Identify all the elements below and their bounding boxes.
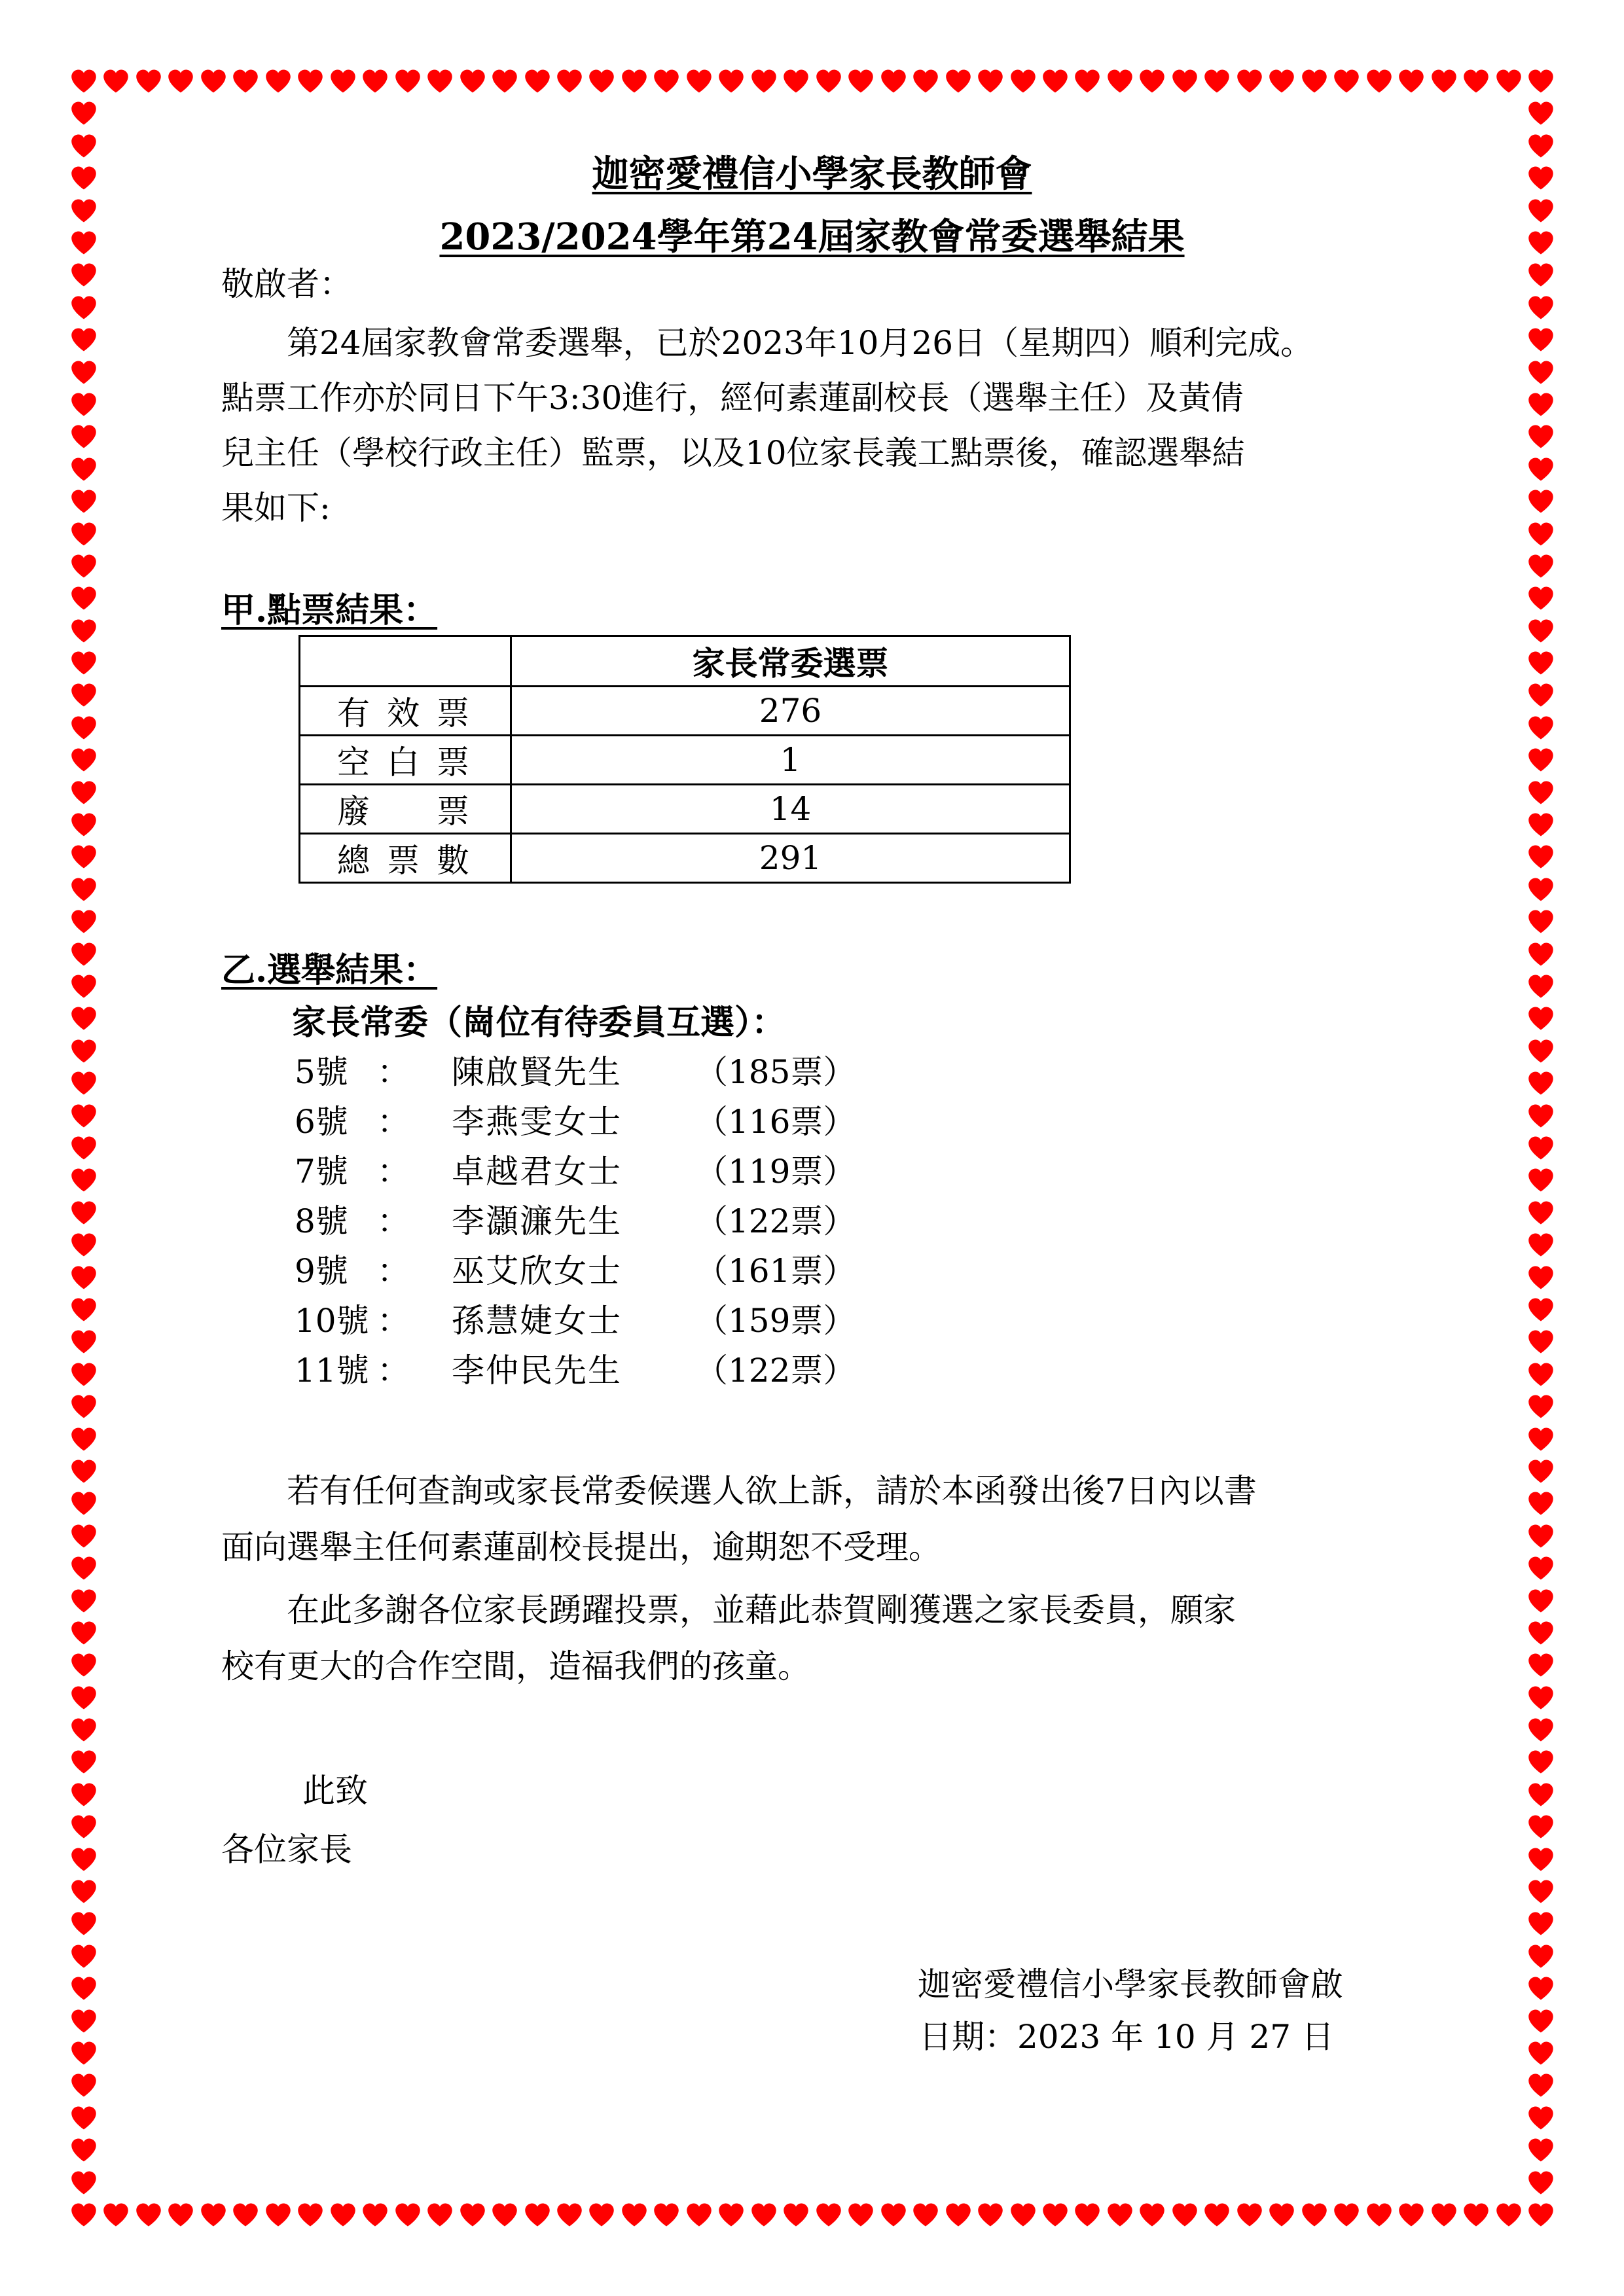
heart-icon [1528,1490,1554,1516]
heart-icon [1528,2170,1554,2196]
heart-icon [71,2137,97,2163]
heart-icon [1528,682,1554,708]
heart-icon [653,68,679,94]
heart-icon [1528,1943,1554,1969]
heart-icon [1431,2202,1457,2228]
heart-icon [1528,2137,1554,2163]
intro-line-1: 第24屆家教會常委選舉，已於2023年10月26日（星期四）順利完成。 [221,324,1314,362]
sign-off-line-2: 各位家長 [221,1831,352,1869]
heart-icon [135,68,162,94]
heart-icon [1528,423,1554,450]
heart-icon [1074,68,1100,94]
heart-icon [621,68,647,94]
heart-icon [653,2202,679,2228]
candidate-number: 5號 [295,1053,348,1091]
candidate-row [295,1145,949,1195]
table-corner-cell [300,636,511,687]
heart-icon [71,1329,97,1355]
heart-icon [588,2202,615,2228]
heart-icon [71,1685,97,1711]
row-value: 276 [511,687,1070,736]
heart-icon [71,1361,97,1388]
heart-icon [556,68,583,94]
heart-icon [362,2202,388,2228]
heart-icon [1528,1910,1554,1937]
heart-icon [880,2202,907,2228]
heart-icon [1528,1038,1554,1064]
heart-icon [135,2202,162,2228]
heart-icon [1463,68,1489,94]
heart-icon [395,2202,421,2228]
heart-icon [783,68,809,94]
section-b-heading: 乙.選舉結果： [221,950,438,990]
heart-icon [103,2202,129,2228]
heart-icon [1204,68,1230,94]
heart-icon [71,521,97,547]
heart-icon [945,2202,971,2228]
heart-icon [1528,1555,1554,1581]
heart-icon [71,553,97,579]
heart-icon [1204,2202,1230,2228]
heart-icon [71,1846,97,1873]
candidate-name: 孫慧婕女士 [452,1302,622,1340]
heart-icon [71,585,97,611]
candidate-colon: ： [377,1202,410,1240]
heart-icon [1010,2202,1036,2228]
heart-icon [395,68,421,94]
heart-icon [1528,262,1554,288]
heart-icon [1528,359,1554,386]
candidate-number: 9號 [295,1252,348,1290]
heart-icon [71,1200,97,1226]
heart-icon [71,780,97,806]
heart-icon [71,1458,97,1484]
row-value: 1 [511,736,1070,785]
heart-icon [1236,68,1263,94]
heart-icon [977,68,1003,94]
heart-icon [71,1523,97,1549]
heart-icon [232,2202,259,2228]
heart-icon [1528,1878,1554,1905]
heart-icon [1528,521,1554,547]
heart-icon [1398,68,1424,94]
heart-icon [1528,1200,1554,1226]
heart-icon [71,2040,97,2066]
heart-icon [977,2202,1003,2228]
heart-icon [1528,1458,1554,1484]
heart-icon [912,68,939,94]
candidate-colon: ： [377,1252,410,1290]
heart-icon [1366,2202,1392,2228]
heart-icon [621,2202,647,2228]
row-label: 空白票 [300,736,511,785]
heart-icon [783,2202,809,2228]
table-header-row [300,636,1070,687]
candidate-row [295,1096,949,1145]
candidate-row [295,1344,949,1394]
heart-icon [1172,2202,1198,2228]
heart-icon [492,2202,518,2228]
heart-icon [71,1555,97,1581]
intro-line-4: 果如下: [221,489,331,527]
heart-icon [1528,650,1554,676]
heart-icon [71,1167,97,1193]
heart-icon [71,650,97,676]
heart-icon [71,1717,97,1743]
heart-icon [71,68,97,94]
heart-icon [71,1878,97,1905]
candidate-row [295,1295,949,1344]
candidate-colon: ： [377,1153,410,1191]
heart-icon [71,618,97,644]
heart-icon [1528,553,1554,579]
row-label: 廢 票 [300,785,511,834]
candidate-number: 7號 [295,1153,348,1191]
document-subtitle: 2023/2024學年第24屆家教會常委選舉結果 [439,215,1185,259]
heart-icon [1528,488,1554,514]
candidate-number: 10號 [295,1302,369,1340]
heart-icon [1528,844,1554,870]
heart-icon [1010,68,1036,94]
heart-icon [1528,715,1554,741]
heart-icon [1528,1975,1554,2001]
heart-icon [1139,2202,1165,2228]
heart-icon [71,1297,97,1323]
heart-icon [71,1975,97,2001]
heart-icon [71,2072,97,2098]
heart-icon [1528,941,1554,967]
signature-date: 日期：2023 年 10 月 27 日 [919,2018,1334,2056]
heart-icon [1528,2105,1554,2131]
candidate-name: 陳啟賢先生 [452,1053,622,1091]
heart-icon [71,1814,97,1840]
heart-icon [686,2202,712,2228]
candidate-votes: （122票） [695,1202,856,1240]
heart-icon [71,327,97,353]
heart-icon [718,2202,744,2228]
heart-icon [1528,1361,1554,1388]
heart-icon [1074,2202,1100,2228]
heart-icon [330,2202,356,2228]
heart-icon [1528,585,1554,611]
heart-icon [1528,1426,1554,1452]
heart-icon [1528,327,1554,353]
heart-icon [848,68,874,94]
heart-icon [71,973,97,999]
heart-icon [71,1393,97,1420]
heart-icon [200,2202,226,2228]
heart-icon [460,68,486,94]
heart-icon [1528,2040,1554,2066]
candidate-row [295,1195,949,1245]
heart-icon [168,68,194,94]
signature-organization: 迦密愛禮信小學家長教師會啟 [918,1965,1343,2003]
heart-icon [1528,876,1554,903]
heart-icon [71,876,97,903]
heart-icon [1528,1297,1554,1323]
heart-icon [718,68,744,94]
heart-icon [71,100,97,126]
heart-icon [686,68,712,94]
candidate-votes: （116票） [695,1103,856,1141]
closing-line-2: 面向選舉主任何素蓮副校長提出，逾期恕不受理。 [221,1528,941,1566]
heart-icon [71,1588,97,1614]
heart-icon [71,812,97,838]
heart-icon [816,68,842,94]
heart-icon [1528,1685,1554,1711]
heart-icon [71,1232,97,1258]
heart-icon [1107,2202,1133,2228]
heart-icon [71,1265,97,1291]
heart-icon [1528,1523,1554,1549]
candidate-colon: ： [377,1352,410,1390]
heart-icon [1528,1070,1554,1096]
heart-icon [1528,780,1554,806]
section-a-heading: 甲.點票結果： [221,590,438,630]
heart-icon [1463,2202,1489,2228]
heart-icon [751,68,777,94]
heart-icon [1528,1329,1554,1355]
heart-icon [1301,2202,1327,2228]
heart-icon [1398,2202,1424,2228]
candidate-votes: （161票） [695,1252,856,1290]
heart-icon [1528,812,1554,838]
heart-icon [1269,68,1295,94]
heart-icon [1528,2202,1554,2228]
heart-icon [232,68,259,94]
candidate-number: 8號 [295,1202,348,1240]
heart-icon [71,456,97,482]
heart-icon [1333,68,1360,94]
heart-icon [297,68,323,94]
heart-icon [71,1070,97,1096]
heart-icon [362,68,388,94]
heart-icon [816,2202,842,2228]
vote-count-table [298,635,1071,884]
heart-icon [1528,68,1554,94]
row-value: 291 [511,834,1070,883]
heart-icon [1528,1814,1554,1840]
candidate-row [295,1046,949,1096]
heart-icon [71,359,97,386]
candidate-row [295,1245,949,1295]
candidate-votes: （122票） [695,1352,856,1390]
heart-icon [751,2202,777,2228]
heart-icon [1139,68,1165,94]
candidate-number: 6號 [295,1103,348,1141]
heart-icon [1528,1232,1554,1258]
heart-icon [524,68,550,94]
candidate-number: 11號 [295,1352,369,1390]
heart-icon [1528,456,1554,482]
table-row [300,687,1070,736]
row-label: 有效票 [300,687,511,736]
heart-icon [1172,68,1198,94]
heart-icon [848,2202,874,2228]
heart-icon [71,2202,97,2228]
heart-icon [1042,2202,1068,2228]
heart-icon [71,1749,97,1775]
heart-icon [71,1652,97,1678]
sign-off-line-1: 此致 [302,1772,368,1810]
heart-icon [265,68,291,94]
heart-icon [880,68,907,94]
heart-icon [1042,68,1068,94]
intro-line-2: 點票工作亦於同日下午3:30進行，經何素蓮副校長（選舉主任）及黃倩 [221,379,1244,417]
table-row [300,785,1070,834]
heart-icon [1366,68,1392,94]
candidate-colon: ： [377,1103,410,1141]
section-b-subheading: 家長常委（崗位有待委員互選）： [292,1003,786,1043]
closing-line-3: 在此多謝各位家長踴躍投票，並藉此恭賀剛獲選之家長委員，願家 [221,1591,1236,1629]
heart-icon [71,1782,97,1808]
heart-icon [71,682,97,708]
heart-icon [1528,1393,1554,1420]
heart-icon [1528,1749,1554,1775]
heart-icon [1528,1265,1554,1291]
candidate-colon: ： [377,1302,410,1340]
heart-icon [1528,1103,1554,1129]
row-label: 總票數 [300,834,511,883]
row-value: 14 [511,785,1070,834]
heart-icon [71,1103,97,1129]
heart-icon [1528,618,1554,644]
heart-icon [1528,1620,1554,1646]
heart-icon [71,715,97,741]
heart-icon [1528,747,1554,773]
heart-icon [71,2170,97,2196]
heart-icon [1528,1782,1554,1808]
heart-icon [71,391,97,418]
closing-line-1: 若有任何查詢或家長常委候選人欲上訴，請於本函發出後7日內以書 [221,1472,1257,1510]
heart-icon [1528,2072,1554,2098]
heart-icon [1528,391,1554,418]
heart-icon [1528,2008,1554,2034]
heart-icon [1528,908,1554,935]
heart-icon [1528,1167,1554,1193]
heart-icon [200,68,226,94]
table-row [300,834,1070,883]
heart-icon [1528,1135,1554,1161]
heart-icon [524,2202,550,2228]
heart-icon [460,2202,486,2228]
heart-icon [71,1943,97,1969]
heart-icon [1528,1005,1554,1031]
heart-icon [71,1135,97,1161]
heart-icon [1431,68,1457,94]
heart-icon [71,908,97,935]
heart-icon [71,2008,97,2034]
heart-icon [71,747,97,773]
heart-icon [71,941,97,967]
candidate-name: 李燕雯女士 [452,1103,622,1141]
heart-icon [1528,295,1554,321]
heart-icon [71,488,97,514]
heart-icon [1528,973,1554,999]
heart-icon [71,1005,97,1031]
heart-icon [556,2202,583,2228]
candidate-colon: ： [377,1053,410,1091]
heart-icon [588,68,615,94]
heart-icon [1107,68,1133,94]
heart-icon [1496,2202,1522,2228]
heart-icon [1236,2202,1263,2228]
candidate-name: 巫艾欣女士 [452,1252,622,1290]
heart-icon [71,423,97,450]
heart-icon [71,295,97,321]
heart-icon [71,1620,97,1646]
intro-line-3: 兒主任（學校行政主任）監票，以及10位家長義工點票後，確認選舉結 [221,434,1245,472]
heart-icon [71,262,97,288]
heart-icon [1528,100,1554,126]
heart-icon [168,2202,194,2228]
heart-icon [1333,2202,1360,2228]
heart-icon [1528,1588,1554,1614]
candidate-votes: （159票） [695,1302,856,1340]
heart-icon [912,2202,939,2228]
heart-icon [71,1426,97,1452]
salutation: 敬啟者： [221,265,352,303]
candidate-name: 李灝濂先生 [452,1202,622,1240]
candidate-votes: （119票） [695,1153,856,1191]
candidate-name: 李仲民先生 [452,1352,622,1390]
candidate-name: 卓越君女士 [452,1153,622,1191]
heart-icon [297,2202,323,2228]
heart-icon [945,68,971,94]
heart-icon [71,1490,97,1516]
heart-icon [330,68,356,94]
document-title: 迦密愛禮信小學家長教師會 [592,152,1032,196]
candidate-votes: （185票） [695,1053,856,1091]
heart-icon [1496,68,1522,94]
heart-icon [71,1910,97,1937]
heart-icon [71,1038,97,1064]
heart-icon [71,844,97,870]
closing-line-4: 校有更大的合作空間，造福我們的孩童。 [221,1647,810,1685]
heart-icon [1269,2202,1295,2228]
heart-icon [1528,1846,1554,1873]
heart-icon [492,68,518,94]
table-row [300,736,1070,785]
heart-icon [427,68,453,94]
heart-icon [1528,1717,1554,1743]
heart-icon [1528,1652,1554,1678]
table-column-header: 家長常委選票 [511,636,1070,687]
heart-icon [71,2105,97,2131]
heart-icon [1301,68,1327,94]
heart-icon [427,2202,453,2228]
heart-icon [265,2202,291,2228]
heart-icon [103,68,129,94]
